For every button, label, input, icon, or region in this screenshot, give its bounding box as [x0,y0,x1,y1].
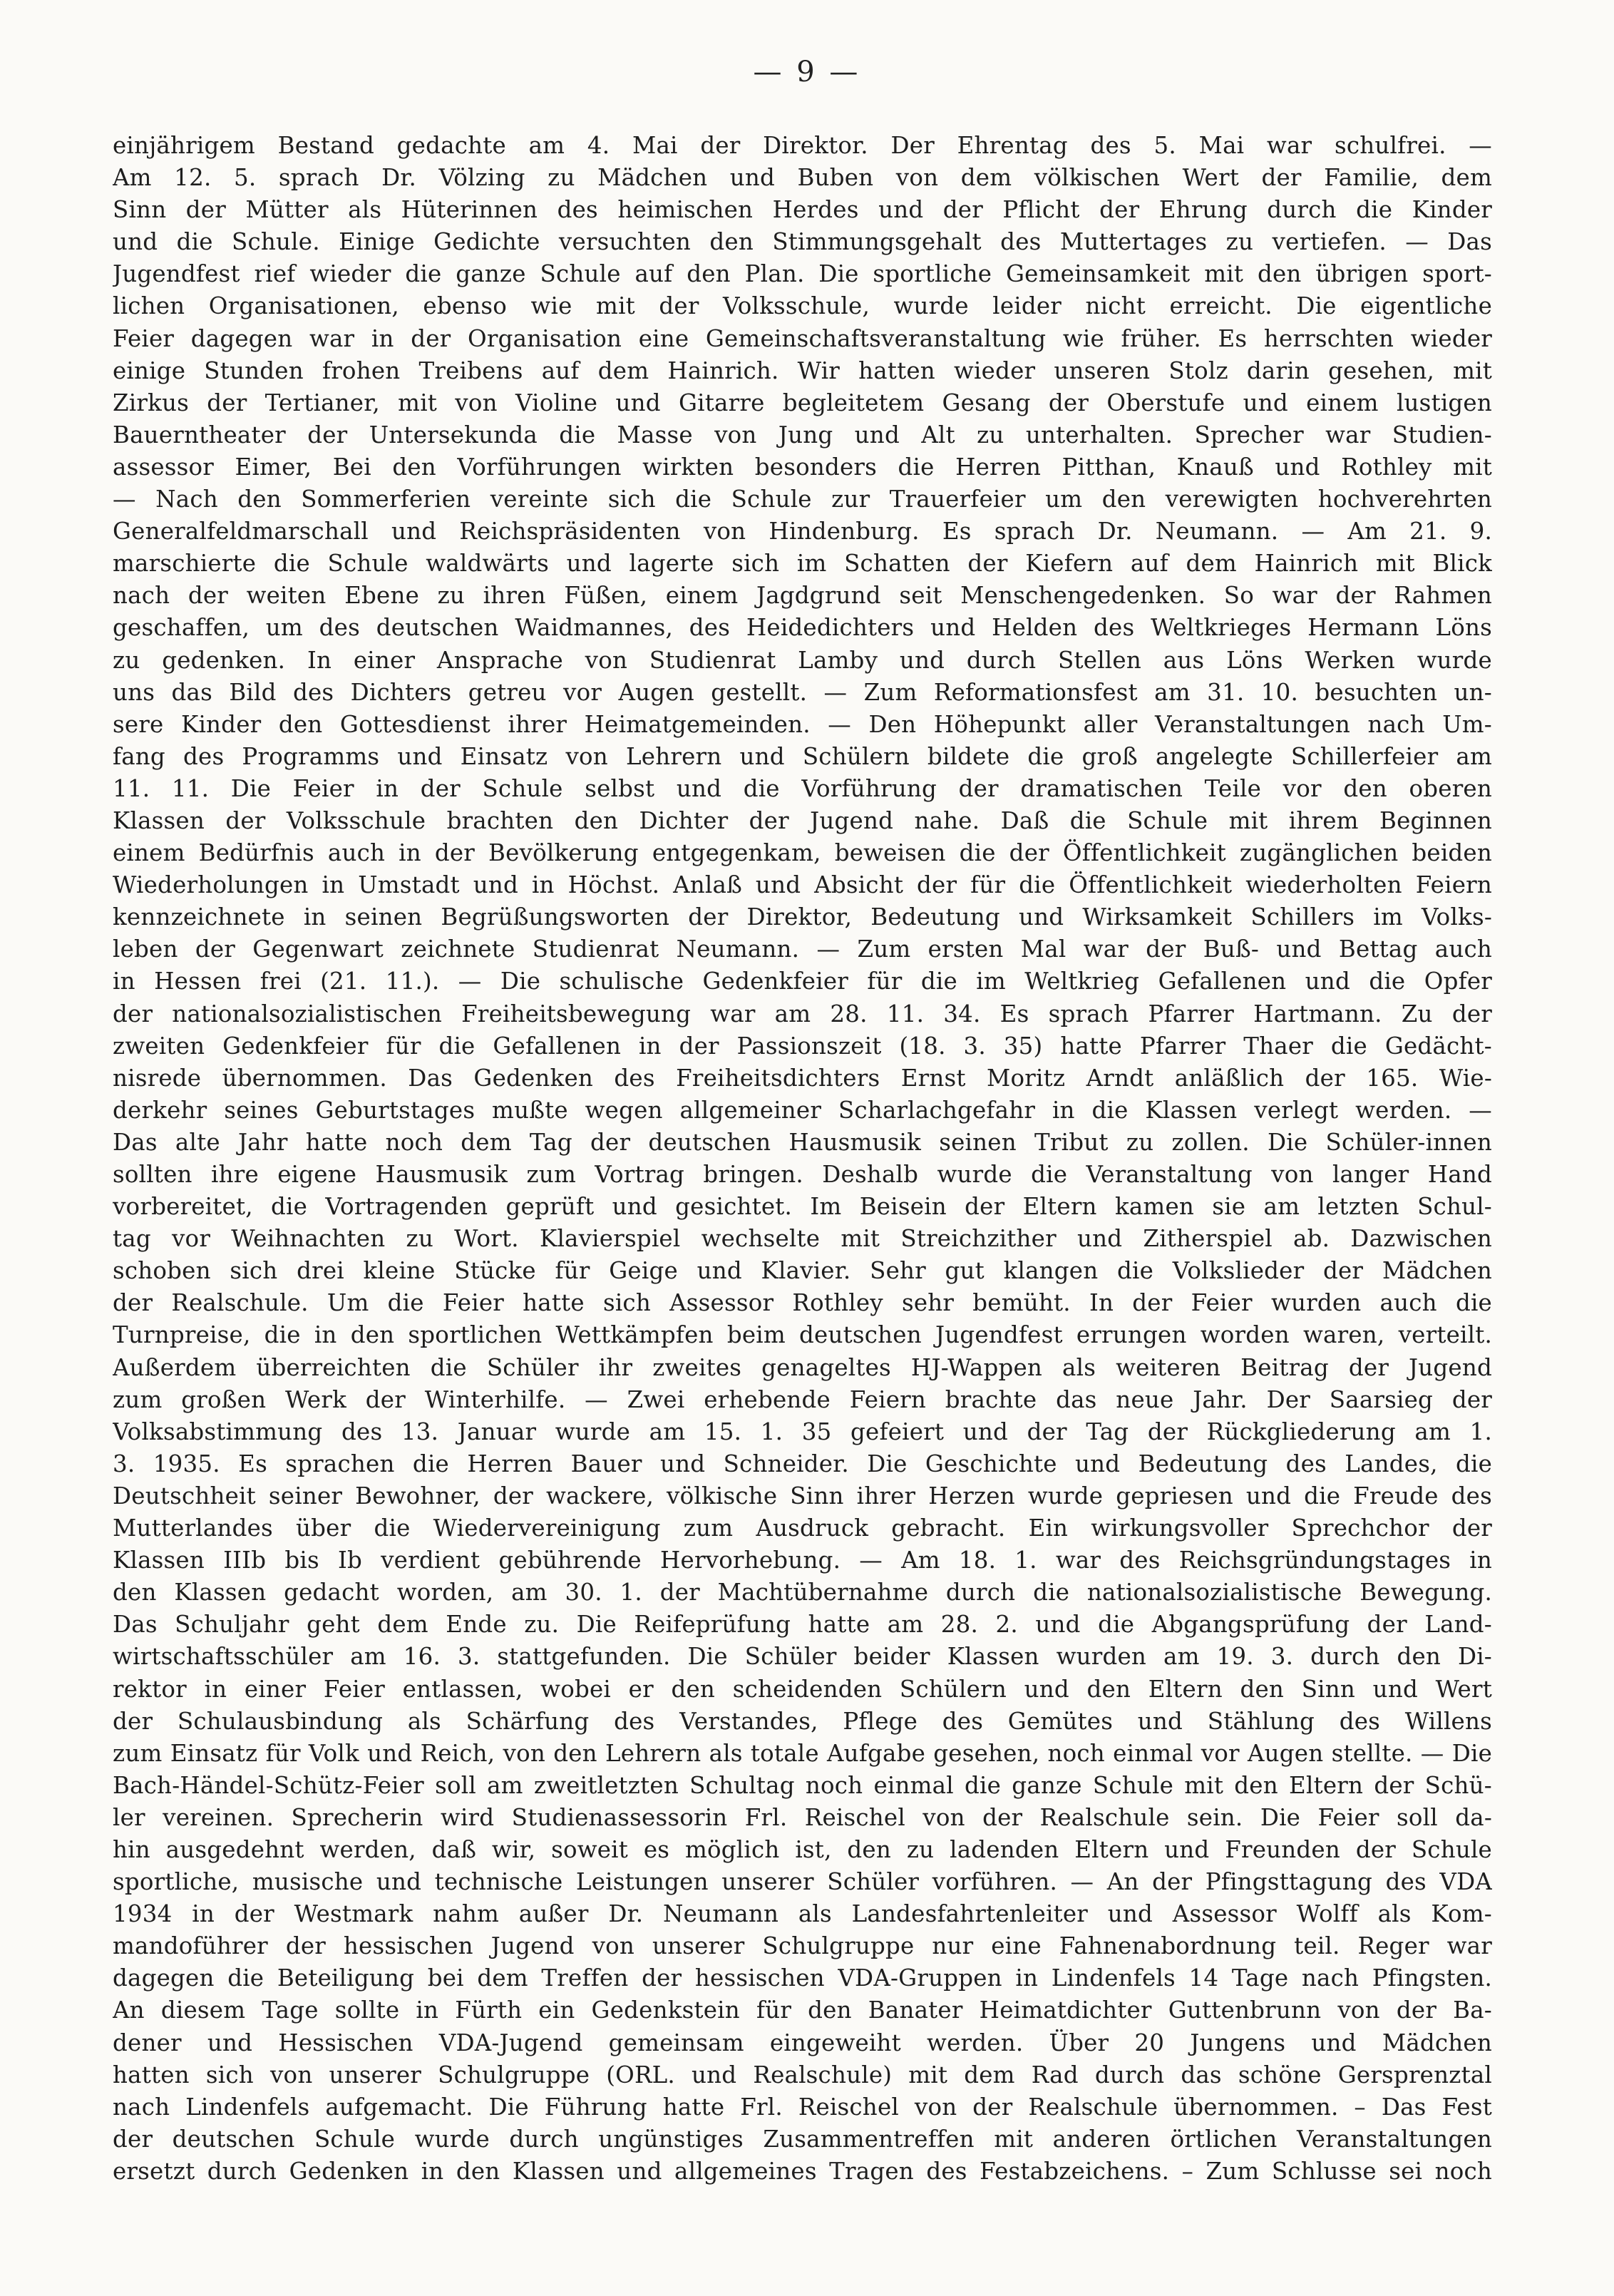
text-line: Sinn der Mütter als Hüterinnen des heimischen Herdes und der Pflicht der Ehrung durch die Kinder [113,196,1492,224]
text-line: vorbereitet, die Vortragenden geprüft und gesichtet. Im Beisein der Eltern kamen sie am letzten Schul- [113,1193,1492,1221]
text-line: der nationalsozialistischen Freiheitsbewegung war am 28. 11. 34. Es sprach Pfarrer Hartmann. Zu der [113,1000,1492,1027]
text-line: Deutschheit seiner Bewohner, der wackere, völkische Sinn ihrer Herzen wurde gepriesen und die Freude des [113,1482,1492,1510]
text-line: wirtschaftsschüler am 16. 3. stattgefunden. Die Schüler beider Klassen wurden am 19. 3. durch den Di- [113,1643,1492,1671]
text-line: Am 12. 5. sprach Dr. Völzing zu Mädchen und Buben von dem völkischen Wert der Familie, dem [113,164,1492,192]
text-line: derkehr seines Geburtstages mußte wegen allgemeiner Scharlachgefahr in die Klassen verlegt werden. — [113,1096,1492,1124]
text-line: 11. 11. Die Feier in der Schule selbst und die Vorführung der dramatischen Teile vor den oberen [113,774,1492,802]
text-line: sere Kinder den Gottesdienst ihrer Heimatgemeinden. — Den Höhepunkt aller Veranstaltungen nach Um- [113,710,1492,738]
text-line: Volksabstimmung des 13. Januar wurde am 15. 1. 35 gefeiert und der Tag der Rückgliederung am 1. [113,1418,1492,1445]
text-line: ler vereinen. Sprecherin wird Studienassessorin Frl. Reischel von der Realschule sein. Die Feier soll da- [113,1803,1492,1831]
text-line: einige Stunden frohen Treibens auf dem Hainrich. Wir hatten wieder unseren Stolz darin gesehen, mit [113,357,1492,384]
text-line: Jugendfest rief wieder die ganze Schule auf den Plan. Die sportliche Gemeinsamkeit mit den übrigen sport- [113,260,1492,288]
text-line: sollten ihre eigene Hausmusik zum Vortrag bringen. Deshalb wurde die Veranstaltung von langer Hand [113,1161,1492,1188]
text-line: nisrede übernommen. Das Gedenken des Freiheitsdichters Ernst Moritz Arndt anläßlich der 165. Wie- [113,1064,1492,1092]
text-line: rektor in einer Feier entlassen, wobei er den scheidenden Schülern und den Eltern den Sinn und Wert [113,1675,1492,1703]
text-line: Klassen IIIb bis Ib verdient gebührende Hervorhebung. — Am 18. 1. war des Reichsgründungstages in [113,1547,1492,1574]
text-line: kennzeichnete in seinen Begrüßungsworten der Direktor, Bedeutung und Wirksamkeit Schillers im Volks- [113,903,1492,931]
text-line: leben der Gegenwart zeichnete Studienrat Neumann. — Zum ersten Mal war der Buß- und Bettag auch [113,936,1492,963]
text-line: An diesem Tage sollte in Fürth ein Gedenkstein für den Banater Heimatdichter Guttenbrunn von der Ba- [113,1997,1492,2024]
text-line: 3. 1935. Es sprachen die Herren Bauer und Schneider. Die Geschichte und Bedeutung des Landes, die [113,1450,1492,1477]
text-line: Bauerntheater der Untersekunda die Masse von Jung und Alt zu unterhalten. Sprecher war Studien- [113,421,1492,449]
text-line: dagegen die Beteiligung bei dem Treffen der hessischen VDA-Gruppen in Lindenfels 14 Tage nach Pfingsten. [113,1964,1492,1992]
text-line: zweiten Gedenkfeier für die Gefallenen in der Passionszeit (18. 3. 35) hatte Pfarrer Thaer die Gedächt- [113,1032,1492,1060]
text-line: einjährigem Bestand gedachte am 4. Mai der Direktor. Der Ehrentag des 5. Mai war schulfrei. — [113,132,1492,159]
page-number: — 9 — [753,56,861,88]
text-line: Das alte Jahr hatte noch dem Tag der deutschen Hausmusik seinen Tribut zu zollen. Die Schüler-innen [113,1128,1492,1156]
text-line: schoben sich drei kleine Stücke für Geige und Klavier. Sehr gut klangen die Volkslieder der Mädchen [113,1257,1492,1285]
text-line: hin ausgedehnt werden, daß wir, soweit es möglich ist, den zu ladenden Eltern und Freunden der Schule [113,1835,1492,1863]
text-line: nach Lindenfels aufgemacht. Die Führung hatte Frl. Reischel von der Realschule übernommen. – Das Fest [113,2093,1492,2121]
text-line: geschaffen, um des deutschen Waidmannes, des Heidedichters und Helden des Weltkrieges Hermann Löns [113,614,1492,642]
text-line: assessor Eimer, Bei den Vorführungen wirkten besonders die Herren Pitthan, Knauß und Rothley mit [113,453,1492,481]
text-line: Das Schuljahr geht dem Ende zu. Die Reifeprüfung hatte am 28. 2. und die Abgangsprüfung der Land- [113,1611,1492,1639]
text-line: hatten sich von unserer Schulgruppe (ORL. und Realschule) mit dem Rad durch das schöne Gersprenztal [113,2061,1492,2089]
text-line: dener und Hessischen VDA-Jugend gemeinsam eingeweiht werden. Über 20 Jungens und Mädchen [113,2029,1492,2056]
text-line: in Hessen frei (21. 11.). — Die schulische Gedenkfeier für die im Weltkrieg Gefallenen und die Opfer [113,968,1492,995]
text-line: Zirkus der Tertianer, mit von Violine und Gitarre begleitetem Gesang der Oberstufe und einem lustigen [113,389,1492,416]
text-line: und die Schule. Einige Gedichte versuchten den Stimmungsgehalt des Muttertages zu vertiefen. — Das [113,228,1492,256]
text-line: der Schulausbindung als Schärfung des Verstandes, Pflege des Gemütes und Stählung des Willens [113,1707,1492,1735]
text-line: Wiederholungen in Umstadt und in Höchst. Anlaß und Absicht der für die Öffentlichkeit wiederholten Feiern [113,871,1492,899]
text-line: 1934 in der Westmark nahm außer Dr. Neumann als Landesfahrtenleiter und Assessor Wolff als Kom- [113,1900,1492,1928]
text-line: ersetzt durch Gedenken in den Klassen und allgemeines Tragen des Festabzeichens. – Zum Schlusse sei noch [113,2157,1492,2185]
text-line: nach der weiten Ebene zu ihren Füßen, einem Jagdgrund seit Menschengedenken. So war der Rahmen [113,582,1492,610]
text-line: sportliche, musische und technische Leistungen unserer Schüler vorführen. — An der Pfingsttagung des VDA [113,1868,1492,1896]
text-line: tag vor Weihnachten zu Wort. Klavierspiel wechselte mit Streichzither und Zitherspiel ab. Dazwischen [113,1225,1492,1253]
text-line: mandoführer der hessischen Jugend von unserer Schulgruppe nur eine Fahnenabordnung teil. Reger war [113,1932,1492,1960]
text-line: zum großen Werk der Winterhilfe. — Zwei erhebende Feiern brachte das neue Jahr. Der Saarsieg der [113,1385,1492,1413]
text-line: Bach-Händel-Schütz-Feier soll am zweitletzten Schultag noch einmal die ganze Schule mit den Eltern der Schü- [113,1771,1492,1799]
text-line: lichen Organisationen, ebenso wie mit der Volksschule, wurde leider nicht erreicht. Die eigentliche [113,292,1492,320]
body-text [113,130,1492,2188]
text-line: zu gedenken. In einer Ansprache von Studienrat Lamby und durch Stellen aus Löns Werken wurde [113,646,1492,674]
text-line: uns das Bild des Dichters getreu vor Augen gestellt. — Zum Reformationsfest am 31. 10. besuchten un- [113,678,1492,706]
text-line: der deutschen Schule wurde durch ungünstiges Zusammentreffen mit anderen örtlichen Veranstaltungen [113,2125,1492,2153]
text-line: zum Einsatz für Volk und Reich, von den Lehrern als totale Aufgabe gesehen, noch einmal vor Augen stellte. — Die [113,1739,1492,1767]
text-line: Turnpreise, die in den sportlichen Wettkämpfen beim deutschen Jugendfest errungen worden waren, verteilt. [113,1321,1492,1349]
text-line: Feier dagegen war in der Organisation eine Gemeinschaftsveranstaltung wie früher. Es herrschten wieder [113,324,1492,352]
text-line: Mutterlandes über die Wiedervereinigung zum Ausdruck gebracht. Ein wirkungsvoller Sprechchor der [113,1515,1492,1542]
text-line: der Realschule. Um die Feier hatte sich Assessor Rothley sehr bemüht. In der Feier wurden auch die [113,1289,1492,1317]
text-line: — Nach den Sommerferien vereinte sich die Schule zur Trauerfeier um den verewigten hochverehrten [113,486,1492,513]
text-line: Klassen der Volksschule brachten den Dichter der Jugend nahe. Daß die Schule mit ihrem Beginnen [113,806,1492,834]
text-line: fang des Programms und Einsatz von Lehrern und Schülern bildete die groß angelegte Schillerfeier am [113,742,1492,770]
text-line: den Klassen gedacht worden, am 30. 1. der Machtübernahme durch die nationalsozialistische Bewegung. [113,1579,1492,1606]
text-line: Generalfeldmarschall und Reichspräsidenten von Hindenburg. Es sprach Dr. Neumann. — Am 21. 9. [113,518,1492,545]
text-line: marschierte die Schule waldwärts und lagerte sich im Schatten der Kiefern auf dem Hainrich mit Blick [113,550,1492,578]
text-line: einem Bedürfnis auch in der Bevölkerung entgegenkam, beweisen die der Öffentlichkeit zugänglichen beiden [113,839,1492,867]
text-line: Außerdem überreichten die Schüler ihr zweites genageltes HJ-Wappen als weiteren Beitrag der Jugend [113,1353,1492,1381]
